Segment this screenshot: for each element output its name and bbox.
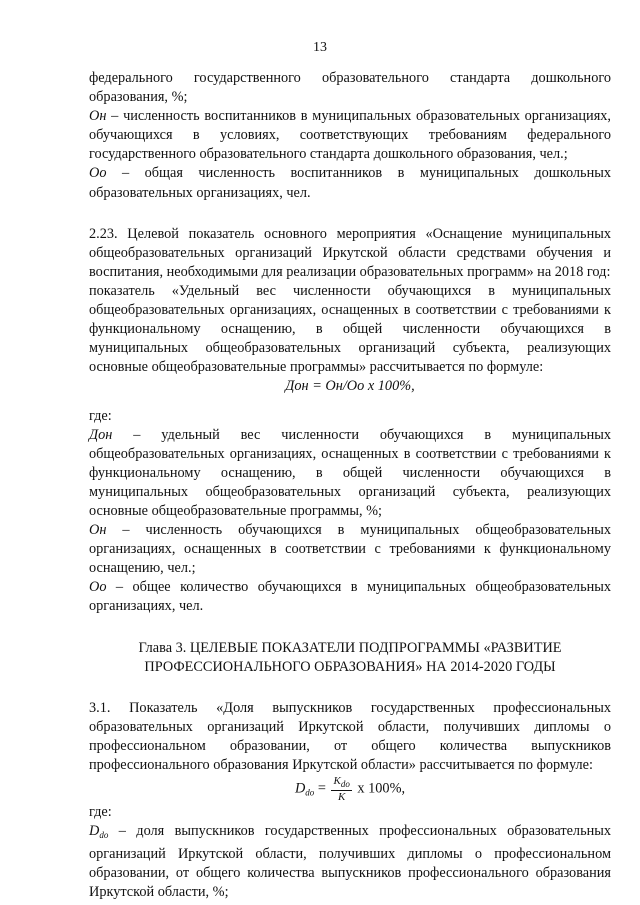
definition-on-text: – численность воспитанников в муниципальных образовательных организациях, обучающихся в условиях, соответствующих требованиям федерального государственного образовательного стандарта дошкольного образования, чел.;	[89, 108, 611, 163]
page-body	[89, 69, 611, 903]
definition-ddo	[89, 822, 611, 902]
page-number: 13	[313, 40, 327, 55]
definition-don	[89, 426, 611, 521]
definition-oo	[89, 164, 611, 202]
definition-on-2-text: – численность обучающихся в муниципальных общеобразовательных организациях, оснащенных в соответствии с требованиями к функциональному оснащению, чел.;	[89, 522, 611, 577]
definition-ddo-text: – доля выпускников государственных профессиональных образовательных организаций Иркутской области, получивших дипломы о профессиональном образовании, от общего количества выпускников профессионального образования Иркутской области, %;	[89, 823, 611, 901]
section-3-1: 3.1. Показатель «Доля выпускников государственных профессиональных образовательных организаций Иркутской области, получивших дипломы о профессиональном образовании, от общего количества выпускников профессионального образования Иркутской области» рассчитывается по формуле:	[89, 699, 611, 773]
formula-lhs-sub: do	[305, 787, 315, 798]
definition-oo-2	[89, 578, 611, 616]
variable-oo: Оо	[89, 165, 107, 182]
numerator-sub: do	[340, 779, 350, 790]
where-label: где:	[89, 407, 112, 424]
variable-ddo: D	[89, 823, 100, 840]
formula-numerator	[331, 775, 351, 791]
section-2-23: 2.23. Целевой показатель основного мероприятия «Оснащение муниципальных общеобразовательных организаций Иркутской области средствами обучения и воспитания, необходимыми для реализации образовательных программ» на 2018 год:	[89, 225, 611, 280]
variable-on: Он	[89, 108, 107, 125]
definition-on	[89, 107, 611, 164]
formula-equals: =	[314, 780, 330, 797]
formula-denominator: K	[337, 791, 346, 804]
section-2-23-indicator: показатель «Удельный вес численности обучающихся в муниципальных общеобразовательных организациях, оснащенных в соответствии с требованиями к функциональному оснащению, в общей численности обучающихся в муниципальных общеобразовательных организаций субъекта, реализующих основные общеобразовательные программы» рассчитывается по формуле:	[89, 282, 611, 376]
variable-don: Дон	[89, 426, 113, 443]
variable-on-2: Он	[89, 522, 107, 539]
variable-oo-2: Оо	[89, 579, 107, 596]
formula-ddo	[89, 775, 611, 803]
definition-don-text: – удельный вес численности обучающихся в муниципальных общеобразовательных организациях, оснащенных в соответствии с требованиями к функциональному оснащению, в общей численности обучающихся в муниципальных общеобразовательных организаций субъекта, реализующих основные общеобразовательные программы, %;	[89, 426, 611, 519]
variable-ddo-sub: do	[99, 830, 109, 841]
where-label-2: где:	[89, 804, 112, 821]
formula-tail: x 100%,	[353, 780, 406, 797]
chapter-title-line-1: Глава 3. ЦЕЛЕВЫЕ ПОКАЗАТЕЛИ ПОДПРОГРАММЫ «РАЗВИТИЕ	[138, 639, 562, 656]
chapter-title-line-2: ПРОФЕССИОНАЛЬНОГО ОБРАЗОВАНИЯ» НА 2014-2020 ГОДЫ	[144, 658, 556, 675]
definition-on-2	[89, 521, 611, 578]
definition-oo-text: – общая численность воспитанников в муниципальных дошкольных образовательных организациях, чел.	[89, 165, 611, 201]
formula-don: Дон = Он/Оо x 100%,	[285, 378, 415, 395]
formula-fraction	[331, 775, 351, 803]
paragraph-continuation: федерального государственного образовательного стандарта дошкольного образования, %;	[89, 70, 611, 106]
numerator-k: K	[333, 775, 341, 788]
formula-lhs: D	[294, 780, 306, 797]
definition-oo-2-text: – общее количество обучающихся в муниципальных общеобразовательных организациях, чел.	[89, 579, 611, 615]
